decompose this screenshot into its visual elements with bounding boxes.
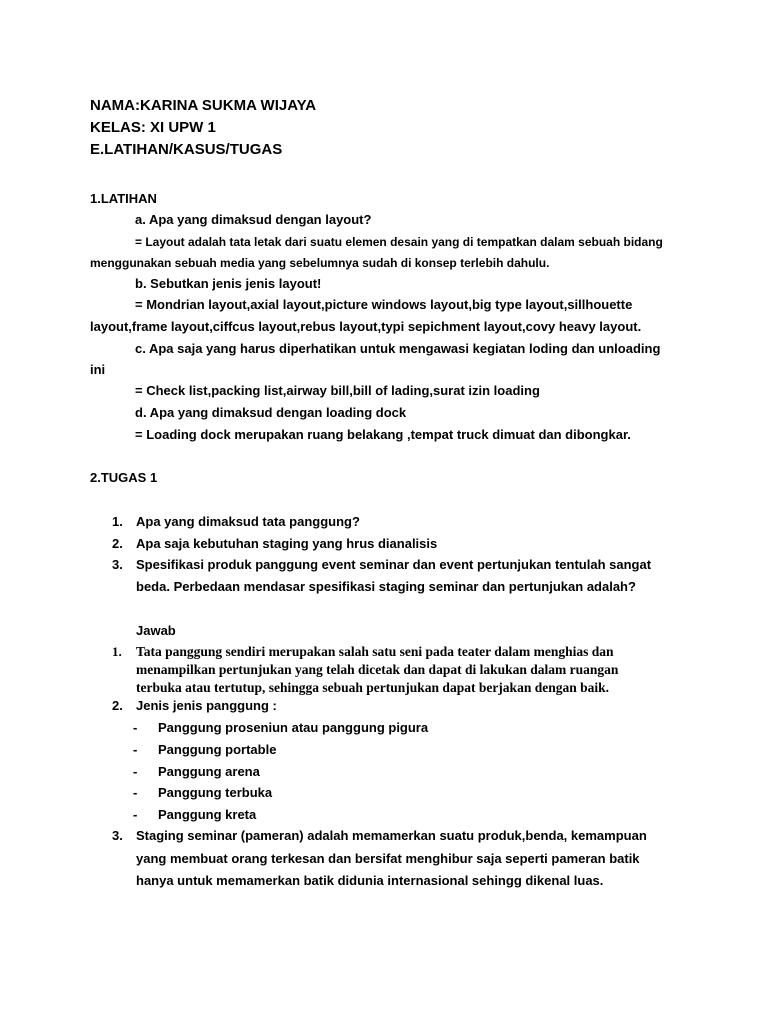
latihan-answer-d: = Loading dock merupakan ruang belakang ,tempat truck dimuat dan dibongkar. — [135, 427, 631, 442]
stage-type-item: Panggung arena — [158, 764, 260, 779]
latihan-question-b: b. Sebutkan jenis jenis layout! — [135, 276, 322, 291]
student-class: KELAS: XI UPW 1 — [90, 119, 216, 136]
stage-type-dash: - — [133, 720, 138, 735]
stage-type-dash: - — [133, 764, 138, 779]
latihan-answer-a-line2: menggunakan sebuah media yang sebelumnya sudah di konsep terlebih dahulu. — [90, 256, 550, 270]
answer-3-number: 3. — [112, 828, 123, 843]
answer-1-line2: menampilkan pertunjukan yang telah dicetak dan dapat di lakukan dalam ruangan — [136, 662, 619, 677]
student-name: NAMA:KARINA SUKMA WIJAYA — [90, 97, 317, 114]
stage-type-dash: - — [133, 807, 138, 822]
stage-type-item: Panggung kreta — [158, 807, 257, 822]
tugas-question-3-number: 3. — [112, 557, 123, 572]
tugas-question-2: Apa saja kebutuhan staging yang hrus dianalisis — [136, 536, 438, 551]
section-title: E.LATIHAN/KASUS/TUGAS — [90, 141, 283, 158]
stage-type-item: Panggung terbuka — [158, 785, 273, 800]
tugas-title: 2.TUGAS 1 — [90, 470, 158, 485]
tugas-question-3-line1: Spesifikasi produk panggung event seminar dan event pertunjukan tentulah sangat — [136, 557, 652, 572]
latihan-answer-c: = Check list,packing list,airway bill,bill of lading,surat izin loading — [135, 383, 540, 398]
answer-1-line1: Tata panggung sendiri merupakan salah satu seni pada teater dalam menghias dan — [136, 644, 614, 659]
latihan-question-c-line2: ini — [90, 362, 106, 377]
answer-3-line2: yang membuat orang terkesan dan bersifat menghibur saja seperti pameran batik — [136, 851, 640, 866]
latihan-answer-b-line2: layout,frame layout,ciffcus layout,rebus layout,typi sepichment layout,covy heavy layout. — [90, 319, 642, 334]
latihan-question-c-line1: c. Apa saja yang harus diperhatikan untuk mengawasi kegiatan loding dan unloading — [135, 341, 661, 356]
answer-2-text: Jenis jenis panggung : — [136, 698, 277, 713]
tugas-question-1-number: 1. — [112, 514, 123, 529]
answer-1-line3: terbuka atau tertutup, sehingga sebuah pertunjukan dapat berjakan dengan baik. — [136, 680, 609, 695]
latihan-question-a: a. Apa yang dimaksud dengan layout? — [135, 212, 372, 227]
tugas-question-1: Apa yang dimaksud tata panggung? — [136, 514, 360, 529]
answer-2-number: 2. — [112, 698, 123, 713]
tugas-question-3-line2: beda. Perbedaan mendasar spesifikasi staging seminar dan pertunjukan adalah? — [136, 579, 636, 594]
tugas-question-2-number: 2. — [112, 536, 123, 551]
jawab-label: Jawab — [136, 623, 176, 638]
latihan-question-d: d. Apa yang dimaksud dengan loading dock — [135, 405, 407, 420]
stage-type-item: Panggung portable — [158, 742, 277, 757]
answer-3-line3: hanya untuk memamerkan batik didunia internasional sehingg dikenal luas. — [136, 873, 604, 888]
answer-3-line1: Staging seminar (pameran) adalah memamerkan suatu produk,benda, kemampuan — [136, 828, 647, 843]
latihan-answer-a-line1: = Layout adalah tata letak dari suatu elemen desain yang di tempatkan dalam sebuah bidang — [135, 235, 663, 249]
stage-type-dash: - — [133, 785, 138, 800]
latihan-title: 1.LATIHAN — [90, 191, 157, 206]
stage-type-item: Panggung proseniun atau panggung pigura — [158, 720, 429, 735]
answer-1-number: 1. — [112, 644, 122, 659]
latihan-answer-b-line1: = Mondrian layout,axial layout,picture windows layout,big type layout,sillhouette — [135, 297, 633, 312]
stage-type-dash: - — [133, 742, 138, 757]
